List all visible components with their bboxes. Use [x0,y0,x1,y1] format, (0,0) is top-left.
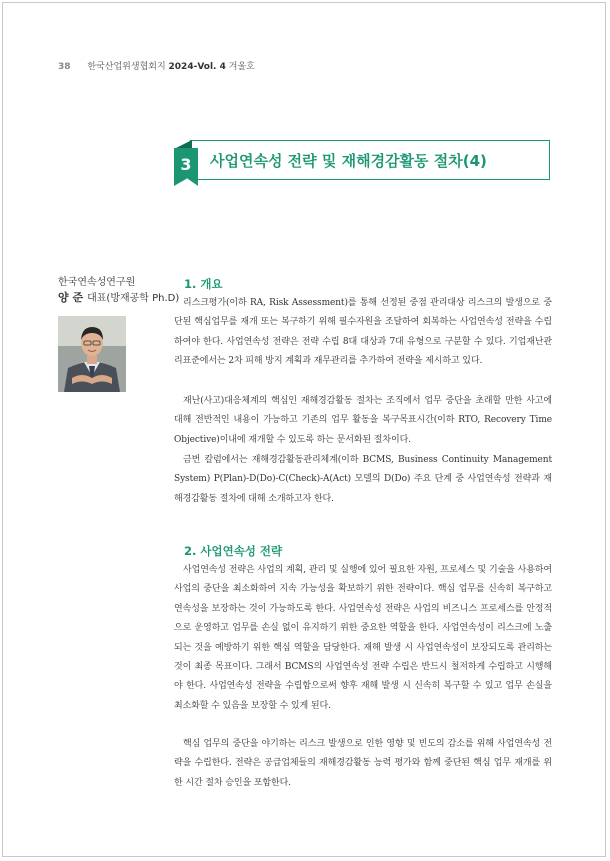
author-portrait-image [58,316,126,392]
journal-issue: 2024-Vol. 4 [168,62,226,72]
overview-paragraph-2: 재난(사고)대응체계의 핵심인 재해경감활동 절차는 조직에서 업무 중단을 초래할 만한 사고에 대해 전반적인 내용이 가능하고 기존의 업무 활동을 복구목표시간(이하 RTO, Recovery Time Objective)이내에 재개할 수 있도록 하는 문서화된 절차이다. [174,396,552,445]
page-number: 38 [58,62,71,72]
author-photo [58,316,126,392]
overview-paragraph-1: 리스크평가(이하 RA, Risk Assessment)를 통해 선정된 중점 관리대상 리스크의 발생으로 중단된 핵심업무를 재개 또는 복구하기 위해 필수자원을 조달하여 회복하는 사업연속성 전략을 수립하여야 한다. 사업연속성 전략은 전략 수립 8대 대상과 7대 유형으로 구분할 수 있다. 기업재난관리표준에서는 2차 피해 방지 계획과 재무관리를 추가하여 전략을 제시하고 있다. [174,298,552,367]
article-number: 3 [180,155,192,174]
author-organization: 한국연속성연구원 [58,277,136,288]
author-title: 대표(방재공학 Ph.D) [87,293,180,304]
overview-paragraph-3: 금번 칼럼에서는 재해경감활동관리체계(이하 BCMS, Business Continuity Management System) P(Plan)-D(Do)-C(Check)-A(Act) 모델의 D(Do) 주요 단계 중 사업연속성 전략과 재해경감활동 절차에 대해 소개하고자 한다. [174,455,552,504]
journal-name: 한국산업위생협회지 [87,62,166,72]
strategy-paragraph-2: 핵심 업무의 중단을 야기하는 리스크 발생으로 인한 영향 및 빈도의 감소를 위해 사업연속성 전략을 수립한다. 전략은 공급업체들의 재해경감활동 능력 평가와 함께 중단된 핵심 업무 재개를 위한 시간 절차 승인을 포함한다. [174,739,552,788]
section-heading-overview: 1. 개요 [184,277,223,291]
journal-season: 겨울호 [228,62,255,72]
author-name: 양 준 [58,291,84,304]
strategy-paragraph-1: 사업연속성 전략은 사업의 계획, 관리 및 실행에 있어 필요한 자원, 프로세스 및 기술을 사용하여 사업의 중단을 최소화하여 지속 가능성을 확보하기 위한 전략이다. 핵심 업무를 신속히 복구하고 연속성을 보장하는 것이 가능하도록 한다. 사업연속성 전략은 사업의 비즈니스 프로세스를 안정적으로 운영하고 업무를 손실 없이 유지하기 위한 중요한 역할을 한다. 사업연속성이 리스크에 노출되는 것을 예방하기 위한 핵심 역할을 담당한다. 재해 발생 시 사업연속성이 보장되도록 관리하는 것이 최종 목표이다. 그래서 BCMS의 사업연속성 전략 수립은 반드시 철저하게 수립하고 시행해야 한다. 사업연속성 전략을 수립함으로써 향후 재해 발생 시 신속히 복구할 수 있고 업무 손실을 최소화할 수 있음을 보장할 수 있게 된다. [174,565,552,711]
running-header [58,59,255,72]
article-title: 사업연속성 전략 및 재해경감활동 절차(4) [210,152,487,170]
section-heading-strategy: 2. 사업연속성 전략 [184,544,283,558]
author-byline [58,289,179,305]
